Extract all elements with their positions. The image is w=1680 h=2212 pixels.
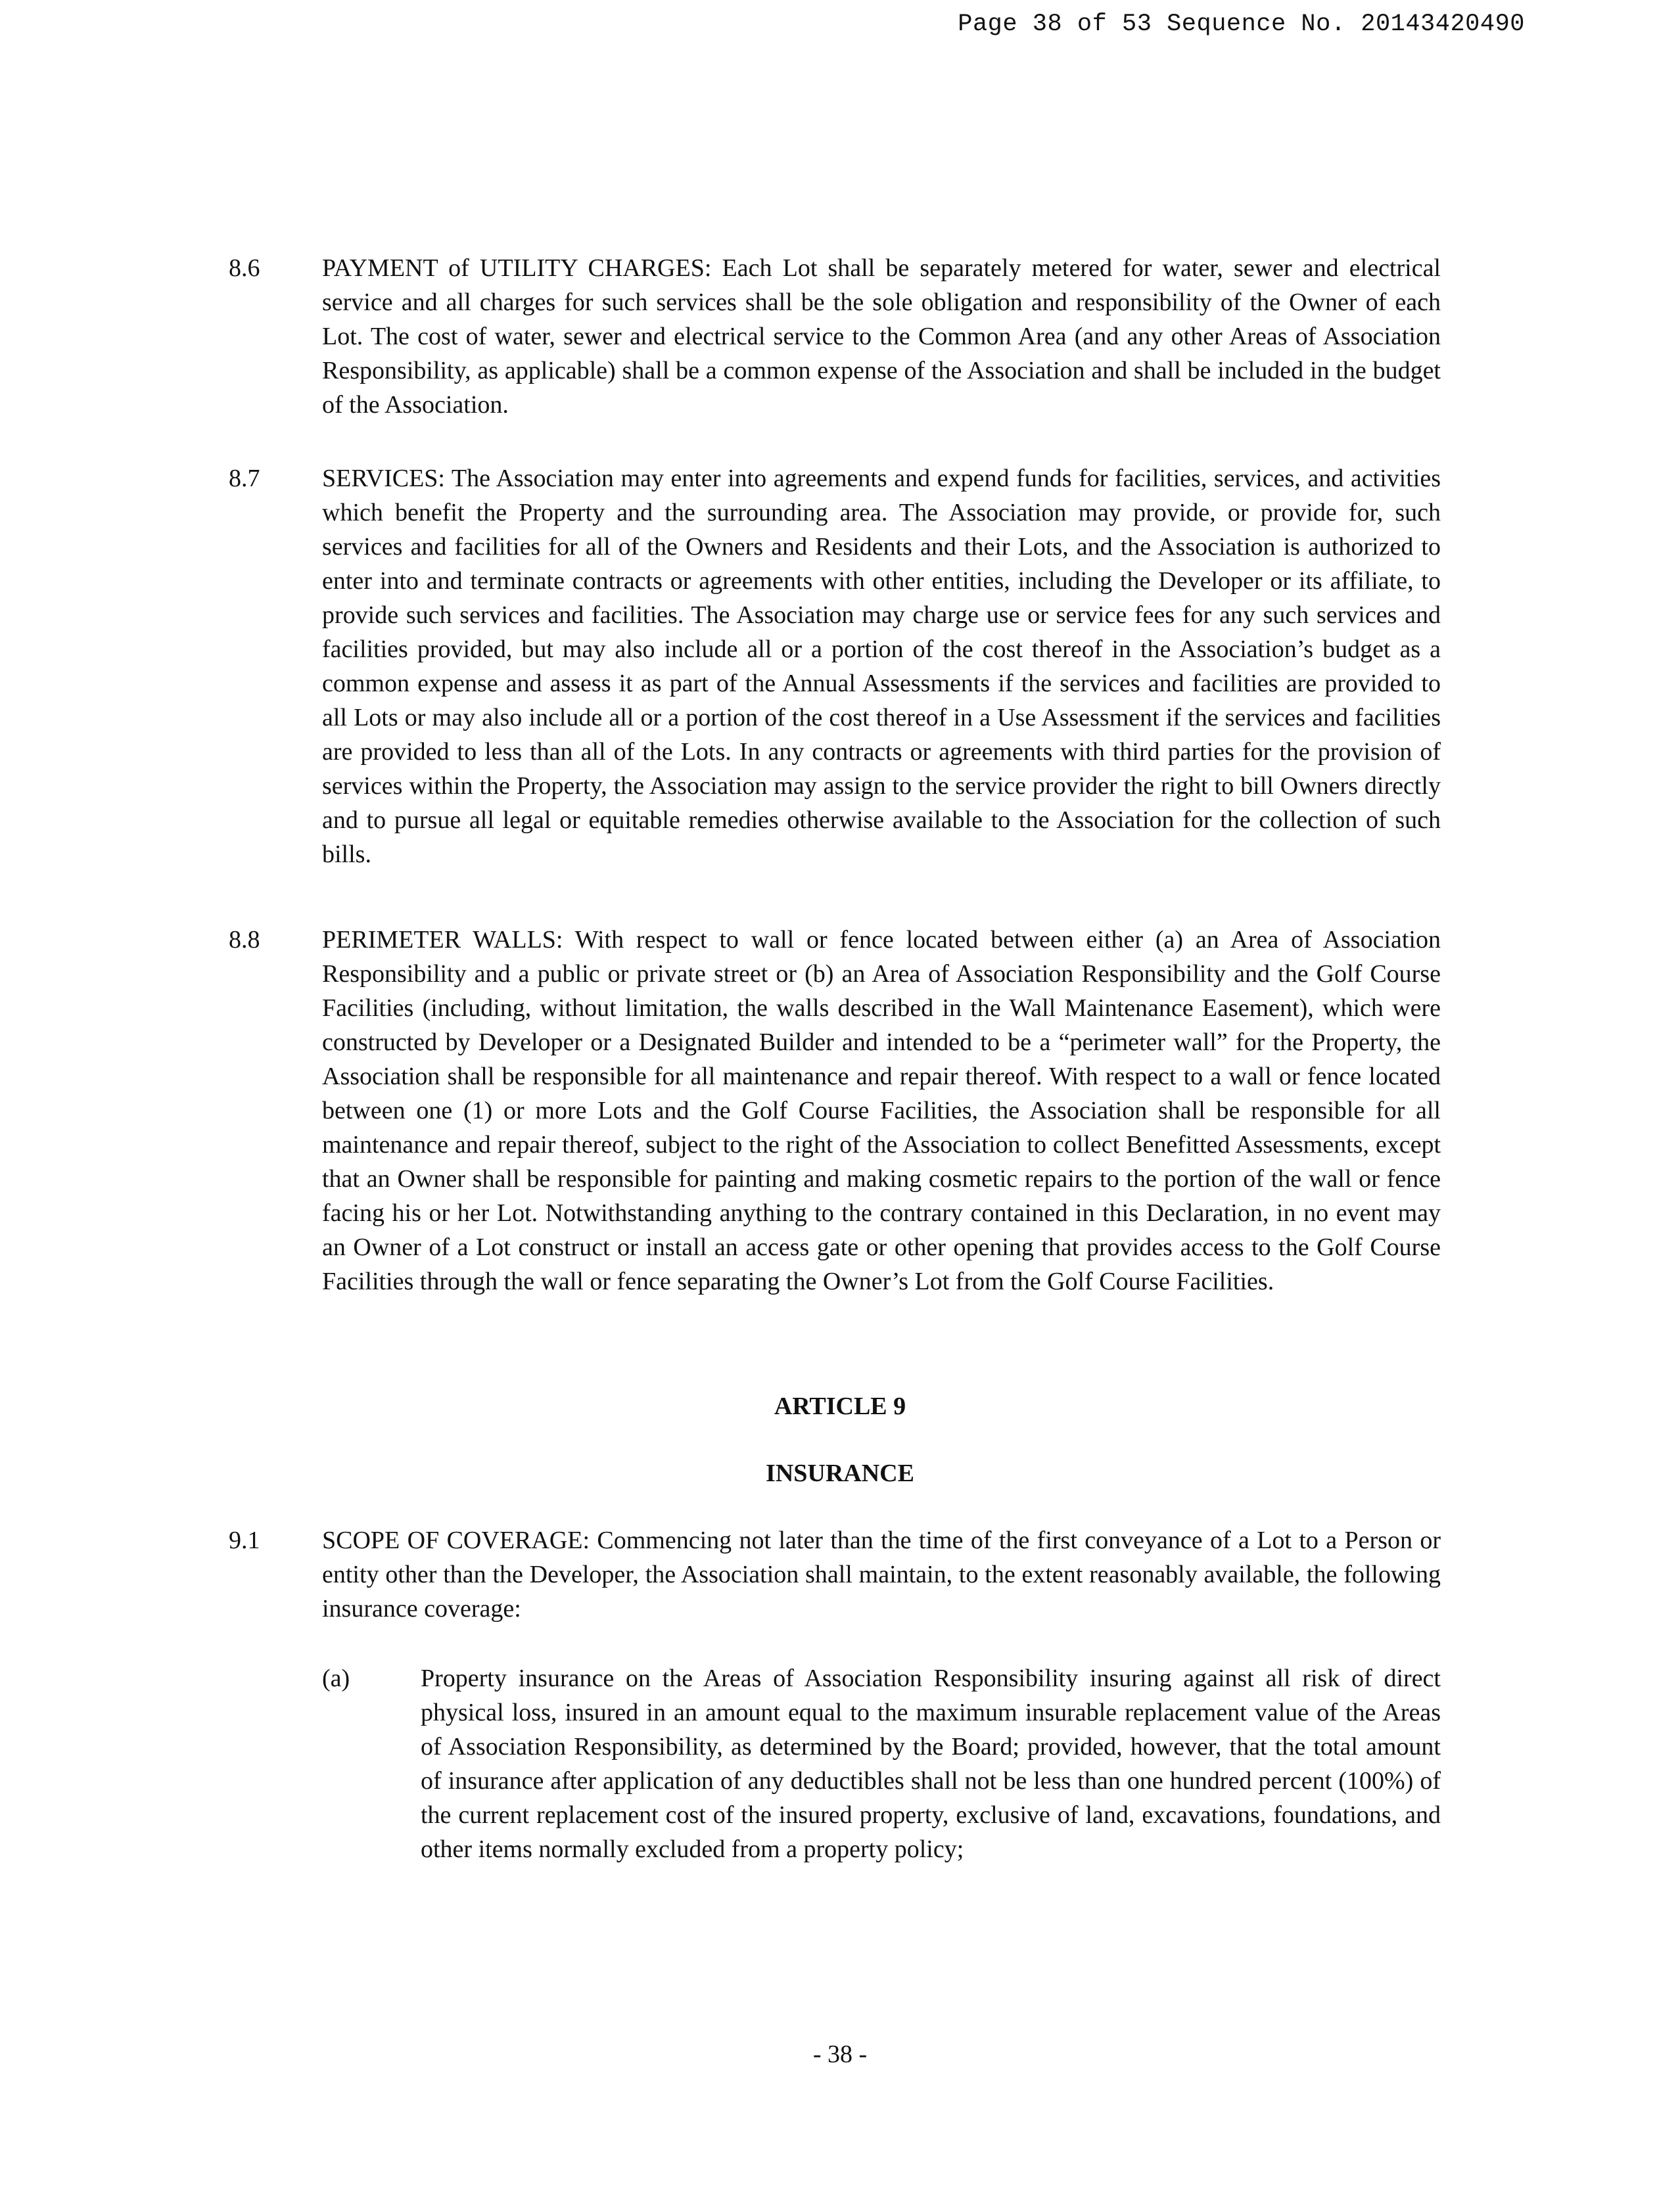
section-number: 9.1 <box>229 1527 260 1554</box>
article-title: ARTICLE 9 <box>774 1393 906 1420</box>
section-text: PERIMETER WALLS: With respect to wall or fence located between either (a) an Area of Association Responsibility and a public or private street or (b) an Area of Association Responsibility and the Golf Course Facilities (including, without limitation, the walls described in the Wall Maintenance Easement), which were constructed by Developer or a Designated Builder and intended to be a “perimeter wall” for the Property, the Association shall be responsible for all maintenance and repair thereof. With respect to a wall or fence located between one (1) or more Lots and the Golf Course Facilities, the Association shall be responsible for all maintenance and repair thereof, subject to the right of the Association to collect Benefitted Assessments, except that an Owner shall be responsible for painting and making cosmetic repairs to the portion of the wall or fence facing his or her Lot. Notwithstanding anything to the contrary contained in this Declaration, in no event may an Owner of a Lot construct or install an access gate or other opening that provides access to the Golf Course Facilities through the wall or fence separating the Owner’s Lot from the Golf Course Facilities. <box>322 926 1441 1295</box>
subsection-label: (a) <box>322 1665 350 1692</box>
page-number: - 38 - <box>812 2040 868 2068</box>
article-subtitle: INSURANCE <box>766 1460 914 1487</box>
section-number: 8.8 <box>229 926 260 954</box>
subsection-text: Property insurance on the Areas of Association Responsibility insuring against all risk of direct physical loss, insured in an amount equal to the maximum insurable replacement value of the Areas of Association Responsibility, as determined by the Board; provided, however, that the total amount of insurance after application of any deductibles shall not be less than one hundred percent (100%) of the current replacement cost of the insured property, exclusive of land, excavations, foundations, and other items normally excluded from a property policy; <box>421 1665 1441 1863</box>
section-text: SCOPE OF COVERAGE: Commencing not later than the time of the first conveyance of a Lot to a Person or entity other than the Developer, the Association shall maintain, to the extent reasonably available, the following insurance coverage: <box>322 1527 1441 1623</box>
section-text: PAYMENT of UTILITY CHARGES: Each Lot shall be separately metered for water, sewer and electrical service and all charges for such services shall be the sole obligation and responsibility of the Owner of each Lot. The cost of water, sewer and electrical service to the Common Area (and any other Areas of Association Responsibility, as applicable) shall be a common expense of the Association and shall be included in the budget of the Association. <box>322 254 1441 419</box>
section-number: 8.6 <box>229 254 260 282</box>
section-number: 8.7 <box>229 465 260 492</box>
section-text: SERVICES: The Association may enter into agreements and expend funds for facilities, services, and activities which benefit the Property and the surrounding area. The Association may provide, or provide for, such services and facilities for all of the Owners and Residents and their Lots, and the Association is authorized to enter into and terminate contracts or agreements with other entities, including the Developer or its affiliate, to provide such services and facilities. The Association may charge use or service fees for any such services and facilities provided, but may also include all or a portion of the cost thereof in the Association’s budget as a common expense and assess it as part of the Annual Assessments if the services and facilities are provided to all Lots or may also include all or a portion of the cost thereof in a Use Assessment if the services and facilities are provided to less than all of the Lots. In any contracts or agreements with third parties for the provision of services within the Property, the Association may assign to the service provider the right to bill Owners directly and to pursue all legal or equitable remedies otherwise available to the Association for the collection of such bills. <box>322 465 1441 868</box>
page-sequence-header: Page 38 of 53 Sequence No. 20143420490 <box>958 11 1525 38</box>
